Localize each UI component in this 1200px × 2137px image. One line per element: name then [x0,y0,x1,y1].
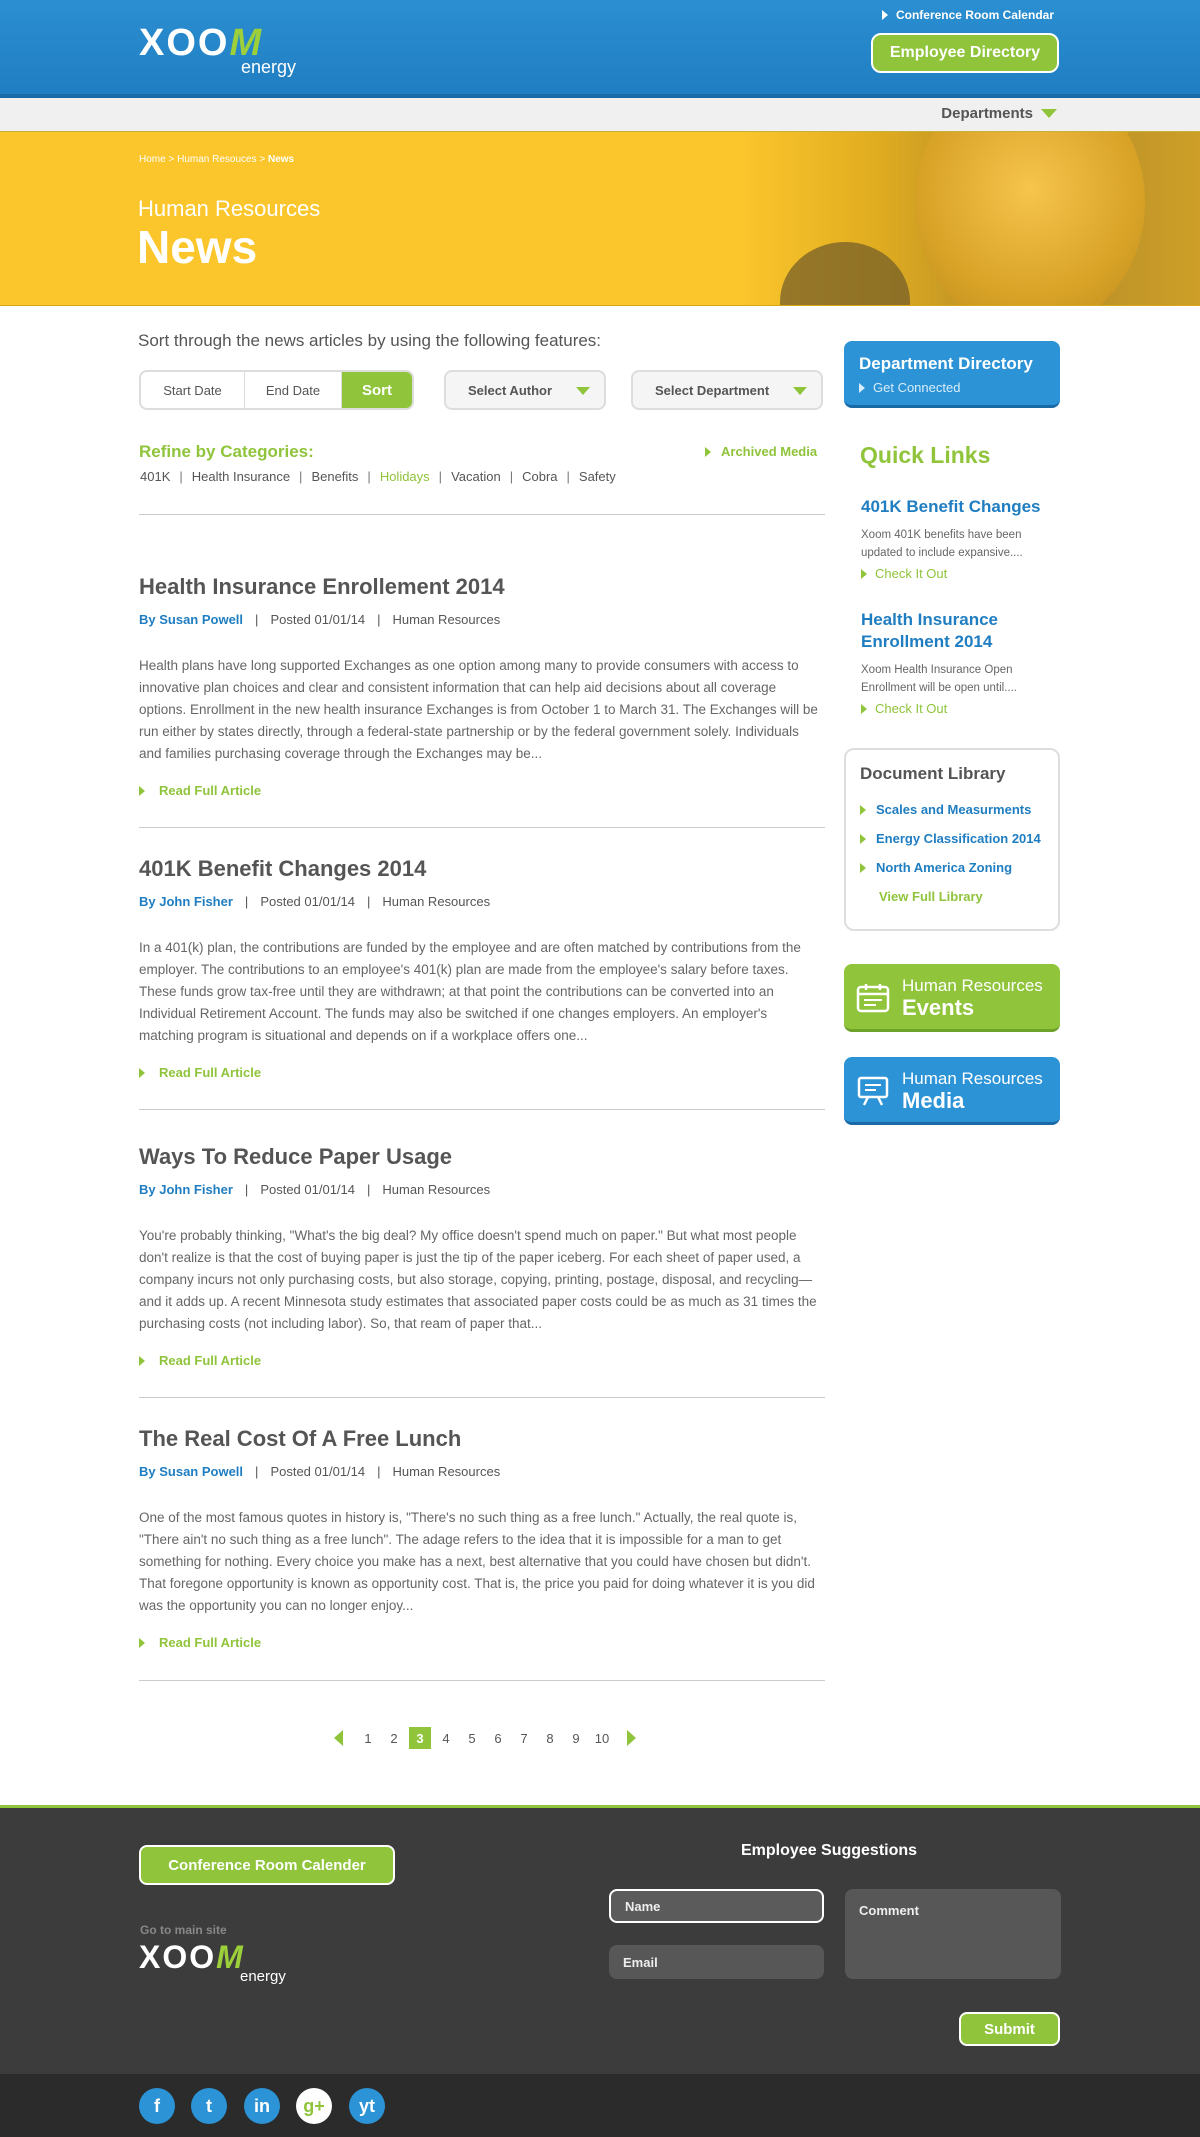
department-title: Human Resources [138,196,321,221]
arrow-right-icon [139,1356,145,1366]
arrow-right-icon [861,704,867,714]
hr-events-button[interactable]: Human Resources Events [844,964,1060,1032]
select-department-dropdown[interactable]: Select Department [631,370,823,410]
logo-wordmark: XOO M [139,22,264,64]
page-title: News [137,221,258,273]
category-holidays[interactable]: Holidays [379,469,430,484]
article-meta: By Susan Powell | Posted 01/01/14 | Human Resources [139,612,501,627]
banner-photo-person [780,242,910,306]
article-date: Posted 01/01/14 [260,1182,356,1197]
end-date-field[interactable]: End Date [245,372,342,408]
submit-button[interactable]: Submit [959,2012,1060,2046]
chevron-down-icon [576,387,590,395]
hr-media-button[interactable]: Human Resources Media [844,1057,1060,1125]
page-link[interactable]: 1 [364,1730,372,1746]
departments-menu[interactable]: Departments [941,105,1057,122]
quick-link-item [861,609,1061,716]
page-link-current[interactable]: 3 [409,1727,431,1749]
article-title[interactable]: 401K Benefit Changes 2014 [139,856,427,881]
divider [139,1680,825,1681]
xoom-logo[interactable] [139,22,297,77]
article-excerpt: Health plans have long supported Exchanges as one option among many to provide consumers with access to innovative plan choices and clear and consistent information that can help aid decisions about all coverage options. Enrollment in the new health insurance Exchanges is from October 1 to March 31. The Exchanges will be run either by states directly, through a federal-state partnership or by the federal government solely. Individuals and families purchasing coverage through the Exchanges may be... [139,658,818,761]
arrow-right-icon [705,447,711,457]
employee-suggestions-heading: Employee Suggestions [741,1842,918,1859]
archived-media-link[interactable]: Archived Media [705,444,817,459]
presentation-icon [856,1076,890,1106]
sub-navigation [0,98,1200,132]
quick-link-title[interactable]: Health Insurance Enrollment 2014 [861,610,998,651]
category-vacation[interactable]: Vacation [451,469,501,484]
date-sort-group [139,370,414,410]
page-link[interactable]: 9 [572,1730,580,1746]
category-benefits[interactable]: Benefits [311,469,359,484]
breadcrumb-current: News [267,154,295,165]
quick-link-desc: Xoom 401K benefits have been updated to include expansive.... [861,529,1023,559]
check-it-out-link[interactable]: Check It Out [861,701,1061,716]
arrow-right-icon [861,569,867,579]
logo-subtext: energy [241,57,297,77]
article-date: Posted 01/01/14 [260,894,356,909]
banner-photo [740,132,1200,306]
page-link[interactable]: 2 [390,1730,398,1746]
comment-textarea[interactable]: Comment [845,1889,1061,1979]
page-link[interactable]: 8 [546,1730,554,1746]
footer-xoom-logo[interactable] [139,1939,286,1985]
arrow-right-icon [139,1068,145,1078]
check-it-out-link[interactable]: Check It Out [861,566,1061,581]
page-link[interactable]: 5 [468,1730,476,1746]
divider [139,1397,825,1398]
quick-link-desc: Xoom Health Insurance Open Enrollment will be open until.... [861,664,1017,694]
read-full-article-link[interactable]: Read Full Article [139,1353,829,1368]
social-bar [0,2074,1200,2137]
article-date: Posted 01/01/14 [270,1464,366,1479]
breadcrumb-home[interactable]: Home [139,154,166,165]
divider [139,1109,825,1110]
article-title[interactable]: Ways To Reduce Paper Usage [139,1144,452,1169]
article-item [139,574,829,798]
article-item [139,1144,829,1368]
google-plus-icon[interactable]: g+ [296,2088,332,2124]
start-date-field[interactable]: Start Date [141,372,245,408]
document-link[interactable]: Energy Classification 2014 [860,831,1044,846]
category-health-insurance[interactable]: Health Insurance [191,469,291,484]
article-author[interactable]: By Susan Powell [139,612,244,627]
arrow-right-icon [882,10,888,20]
article-author[interactable]: By John Fisher [139,1182,233,1197]
sort-button[interactable]: Sort [342,372,412,408]
quick-links-heading: Quick Links [860,442,991,468]
article-author[interactable]: By Susan Powell [139,1464,244,1479]
arrow-right-icon [860,805,866,815]
article-meta: By John Fisher | Posted 01/01/14 | Human Resources [139,894,491,909]
chevron-down-icon [1041,109,1057,118]
article-excerpt: In a 401(k) plan, the contributions are funded by the employee and are often matched by contributions from the employer. The contributions to an employee's 401(k) plan are made from the employee's salary before taxes. These funds grow tax-free until they are withdrawn; at that point the contributions can be converted into an Individual Retirement Account. The funds may also be switched if one changes employers. An employer's matching program is situational and depends on if a workplace offers one... [139,940,801,1043]
breadcrumb: Home > Human Resouces > News [139,154,295,165]
conference-room-calendar-link[interactable]: Conference Room Calendar [882,8,1054,22]
article-department: Human Resources [392,612,501,627]
name-input[interactable]: Name [609,1889,824,1923]
page-link[interactable]: 10 [594,1730,610,1746]
arrow-right-icon [860,834,866,844]
sort-intro-text: Sort through the news articles by using the following features: [138,331,602,350]
divider [139,514,825,515]
divider [139,827,825,828]
article-title[interactable]: The Real Cost Of A Free Lunch [139,1426,462,1451]
linkedin-icon[interactable]: in [244,2088,280,2124]
arrow-right-icon [139,1638,145,1648]
department-directory-button[interactable]: Department Directory Get Connected [844,341,1060,408]
arrow-right-icon [859,383,865,393]
category-cobra[interactable]: Cobra [522,469,558,484]
article-excerpt: You're probably thinking, "What's the big deal? My office doesn't spend much on paper." But what most people don't realize is that the cost of buying paper is just the tip of the paper iceberg. For each sheet of paper used, a company incurs not only purchasing costs, but also storage, copying, printing, postage, disposal, and recycling—and it adds up. A recent Minnesota study estimates that associated paper costs could be as much as 31 times the purchasing costs (not including labor). So, that ream of paper that... [139,1228,817,1331]
article-meta: By John Fisher | Posted 01/01/14 | Human Resources [139,1182,491,1197]
article-department: Human Resources [382,894,491,909]
email-input[interactable]: Email [609,1945,824,1979]
conference-room-calender-button[interactable]: Conference Room Calender [139,1845,395,1885]
banner-photo-woman [915,132,1145,306]
twitter-icon[interactable]: t [191,2088,227,2124]
page-link[interactable]: 6 [494,1730,502,1746]
pagination [334,1727,636,1749]
document-library [844,748,1060,931]
article-author[interactable]: By John Fisher [139,894,233,909]
article-item [139,856,829,1080]
next-page-icon[interactable] [627,1730,636,1746]
document-link[interactable]: North America Zoning [860,860,1044,875]
read-full-article-link[interactable]: Read Full Article [139,1635,829,1650]
refine-categories-heading: Refine by Categories: [139,442,314,461]
document-library-title: Document Library [860,764,1006,783]
quick-link-item [861,496,1061,581]
document-link[interactable]: Scales and Measurments [860,802,1044,817]
youtube-icon[interactable]: yt [349,2088,385,2124]
article-department: Human Resources [382,1182,491,1197]
logo-subtext: energy [240,1968,286,1985]
employee-directory-button[interactable]: Employee Directory [871,33,1059,73]
prev-page-icon[interactable] [334,1730,343,1746]
article-title[interactable]: Health Insurance Enrollement 2014 [139,574,505,599]
calendar-icon [856,983,890,1013]
category-401k[interactable]: 401K [140,469,171,484]
quick-link-title[interactable]: 401K Benefit Changes [861,497,1041,516]
page-link[interactable]: 4 [442,1730,450,1746]
facebook-icon[interactable]: f [139,2088,175,2124]
page-link[interactable]: 7 [520,1730,528,1746]
site-header [0,0,1200,98]
go-to-main-site-label: Go to main site [140,1923,227,1937]
view-full-library-link[interactable]: View Full Library [879,889,983,904]
read-full-article-link[interactable]: Read Full Article [139,783,829,798]
category-safety[interactable]: Safety [578,469,616,484]
read-full-article-link[interactable]: Read Full Article [139,1065,829,1080]
article-department: Human Resources [392,1464,501,1479]
category-list: 401K | Health Insurance | Benefits | Holidays | Vacation | Cobra | Safety [140,469,622,484]
article-excerpt: One of the most famous quotes in history is, "There's no such thing as a free lunch." Actually, the real quote is, "There ain't no such thing as a free lunch". The adage refers to the idea that it is impossible for a man to get something for nothing. Every choice you make has a next, best alternative that you could have chosen but didn't. That foregone opportunity is known as opportunity cost. That is, the price you paid for doing whatever it is you did was the opportunity you can no longer enjoy... [139,1510,815,1613]
article-meta: By Susan Powell | Posted 01/01/14 | Human Resources [139,1464,501,1479]
logo-wordmark: XOOM [139,1939,245,1975]
select-author-dropdown[interactable]: Select Author [444,370,606,410]
chevron-down-icon [793,387,807,395]
arrow-right-icon [860,863,866,873]
article-date: Posted 01/01/14 [270,612,366,627]
arrow-right-icon [139,786,145,796]
breadcrumb-section[interactable]: Human Resouces [177,154,257,165]
article-item [139,1426,829,1650]
